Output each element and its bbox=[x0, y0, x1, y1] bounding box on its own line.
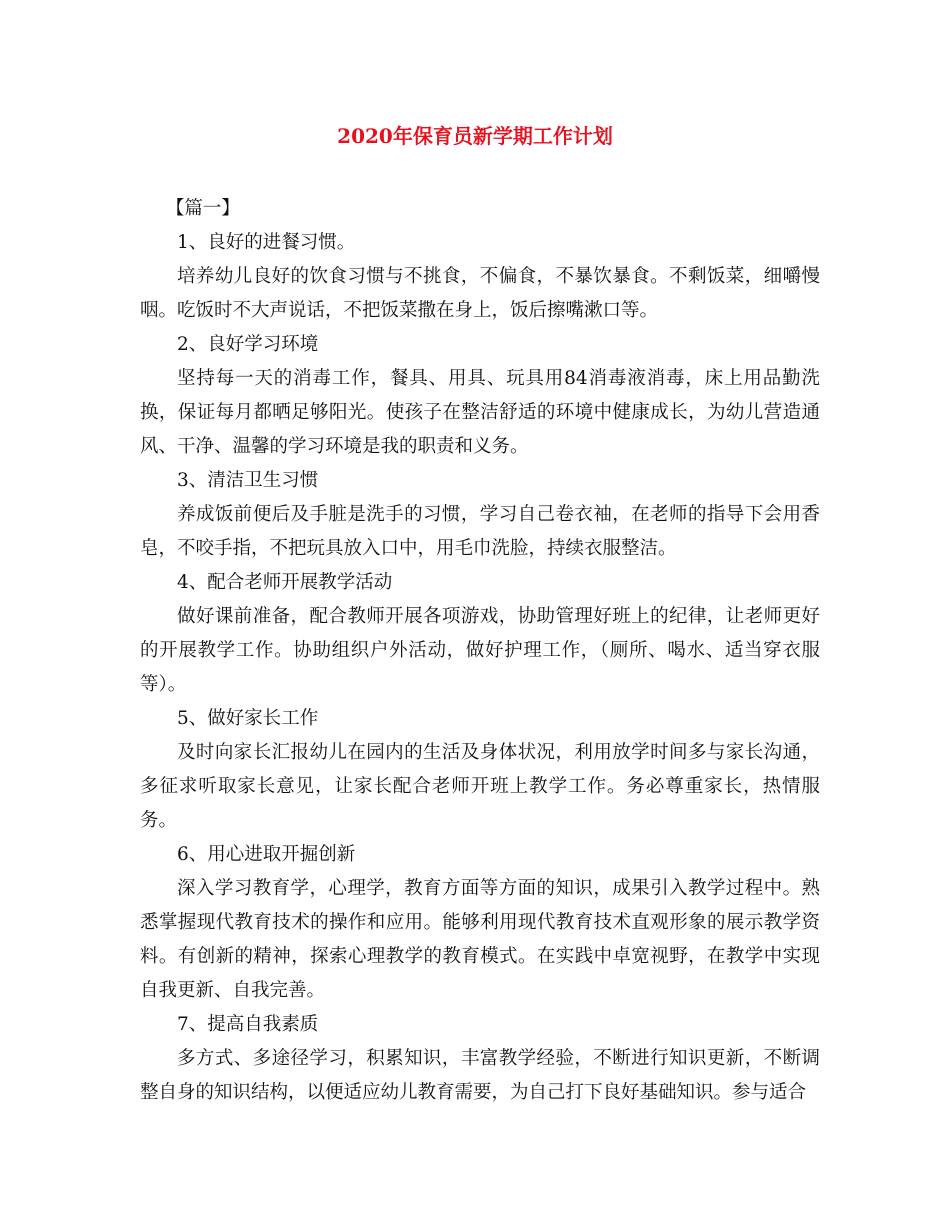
document-body bbox=[140, 192, 820, 1110]
heading-1: 1、良好的进餐习惯。 bbox=[177, 232, 356, 253]
paragraph-3: 养成饭前便后及手脏是洗手的习惯，学习自己卷衣袖，在老师的指导下会用香皂，不咬手指，不把玩具放入口中，用毛巾洗脸，持续衣服整洁。 bbox=[140, 504, 820, 559]
paragraph-7: 多方式、多途径学习，积累知识，丰富教学经验，不断进行知识更新，不断调整自身的知识结构，以便适应幼儿教育需要，为自己打下良好基础知识。参与适合 bbox=[140, 1048, 820, 1103]
document-title: 2020年保育员新学期工作计划 bbox=[337, 124, 613, 148]
paragraph-6: 深入学习教育学，心理学，教育方面等方面的知识，成果引入教学过程中。熟悉掌握现代教育技术的操作和应用。能够利用现代教育技术直观形象的展示教学资料。有创新的精神，探索心理教学的教育模式。在实践中卓宽视野，在教学中实现自我更新、自我完善。 bbox=[140, 878, 820, 1001]
heading-5: 5、做好家长工作 bbox=[177, 708, 319, 729]
heading-4: 4、配合老师开展教学活动 bbox=[177, 572, 393, 593]
section-label: 【篇一】 bbox=[165, 198, 240, 219]
heading-3: 3、清洁卫生习惯 bbox=[177, 470, 319, 491]
heading-6: 6、用心进取开掘创新 bbox=[177, 844, 356, 865]
paragraph-4: 做好课前准备，配合教师开展各项游戏，协助管理好班上的纪律，让老师更好的开展教学工作。协助组织户外活动，做好护理工作，（厕所、喝水、适当穿衣服等）。 bbox=[140, 606, 820, 695]
paragraph-5: 及时向家长汇报幼儿在园内的生活及身体状况，利用放学时间多与家长沟通，多征求听取家长意见，让家长配合老师开班上教学工作。务必尊重家长，热情服务。 bbox=[140, 742, 820, 831]
heading-2: 2、良好学习环境 bbox=[177, 334, 319, 355]
paragraph-2: 坚持每一天的消毒工作，餐具、用具、玩具用84消毒液消毒，床上用品勤洗换，保证每月都晒足够阳光。使孩子在整洁舒适的环境中健康成长，为幼儿营造通风、干净、温馨的学习环境是我的职责和义务。 bbox=[140, 368, 820, 457]
heading-7: 7、提高自我素质 bbox=[177, 1014, 319, 1035]
paragraph-1: 培养幼儿良好的饮食习惯与不挑食，不偏食，不暴饮暴食。不剩饭菜，细嚼慢咽。吃饭时不大声说话，不把饭菜撒在身上，饭后擦嘴漱口等。 bbox=[140, 266, 820, 321]
